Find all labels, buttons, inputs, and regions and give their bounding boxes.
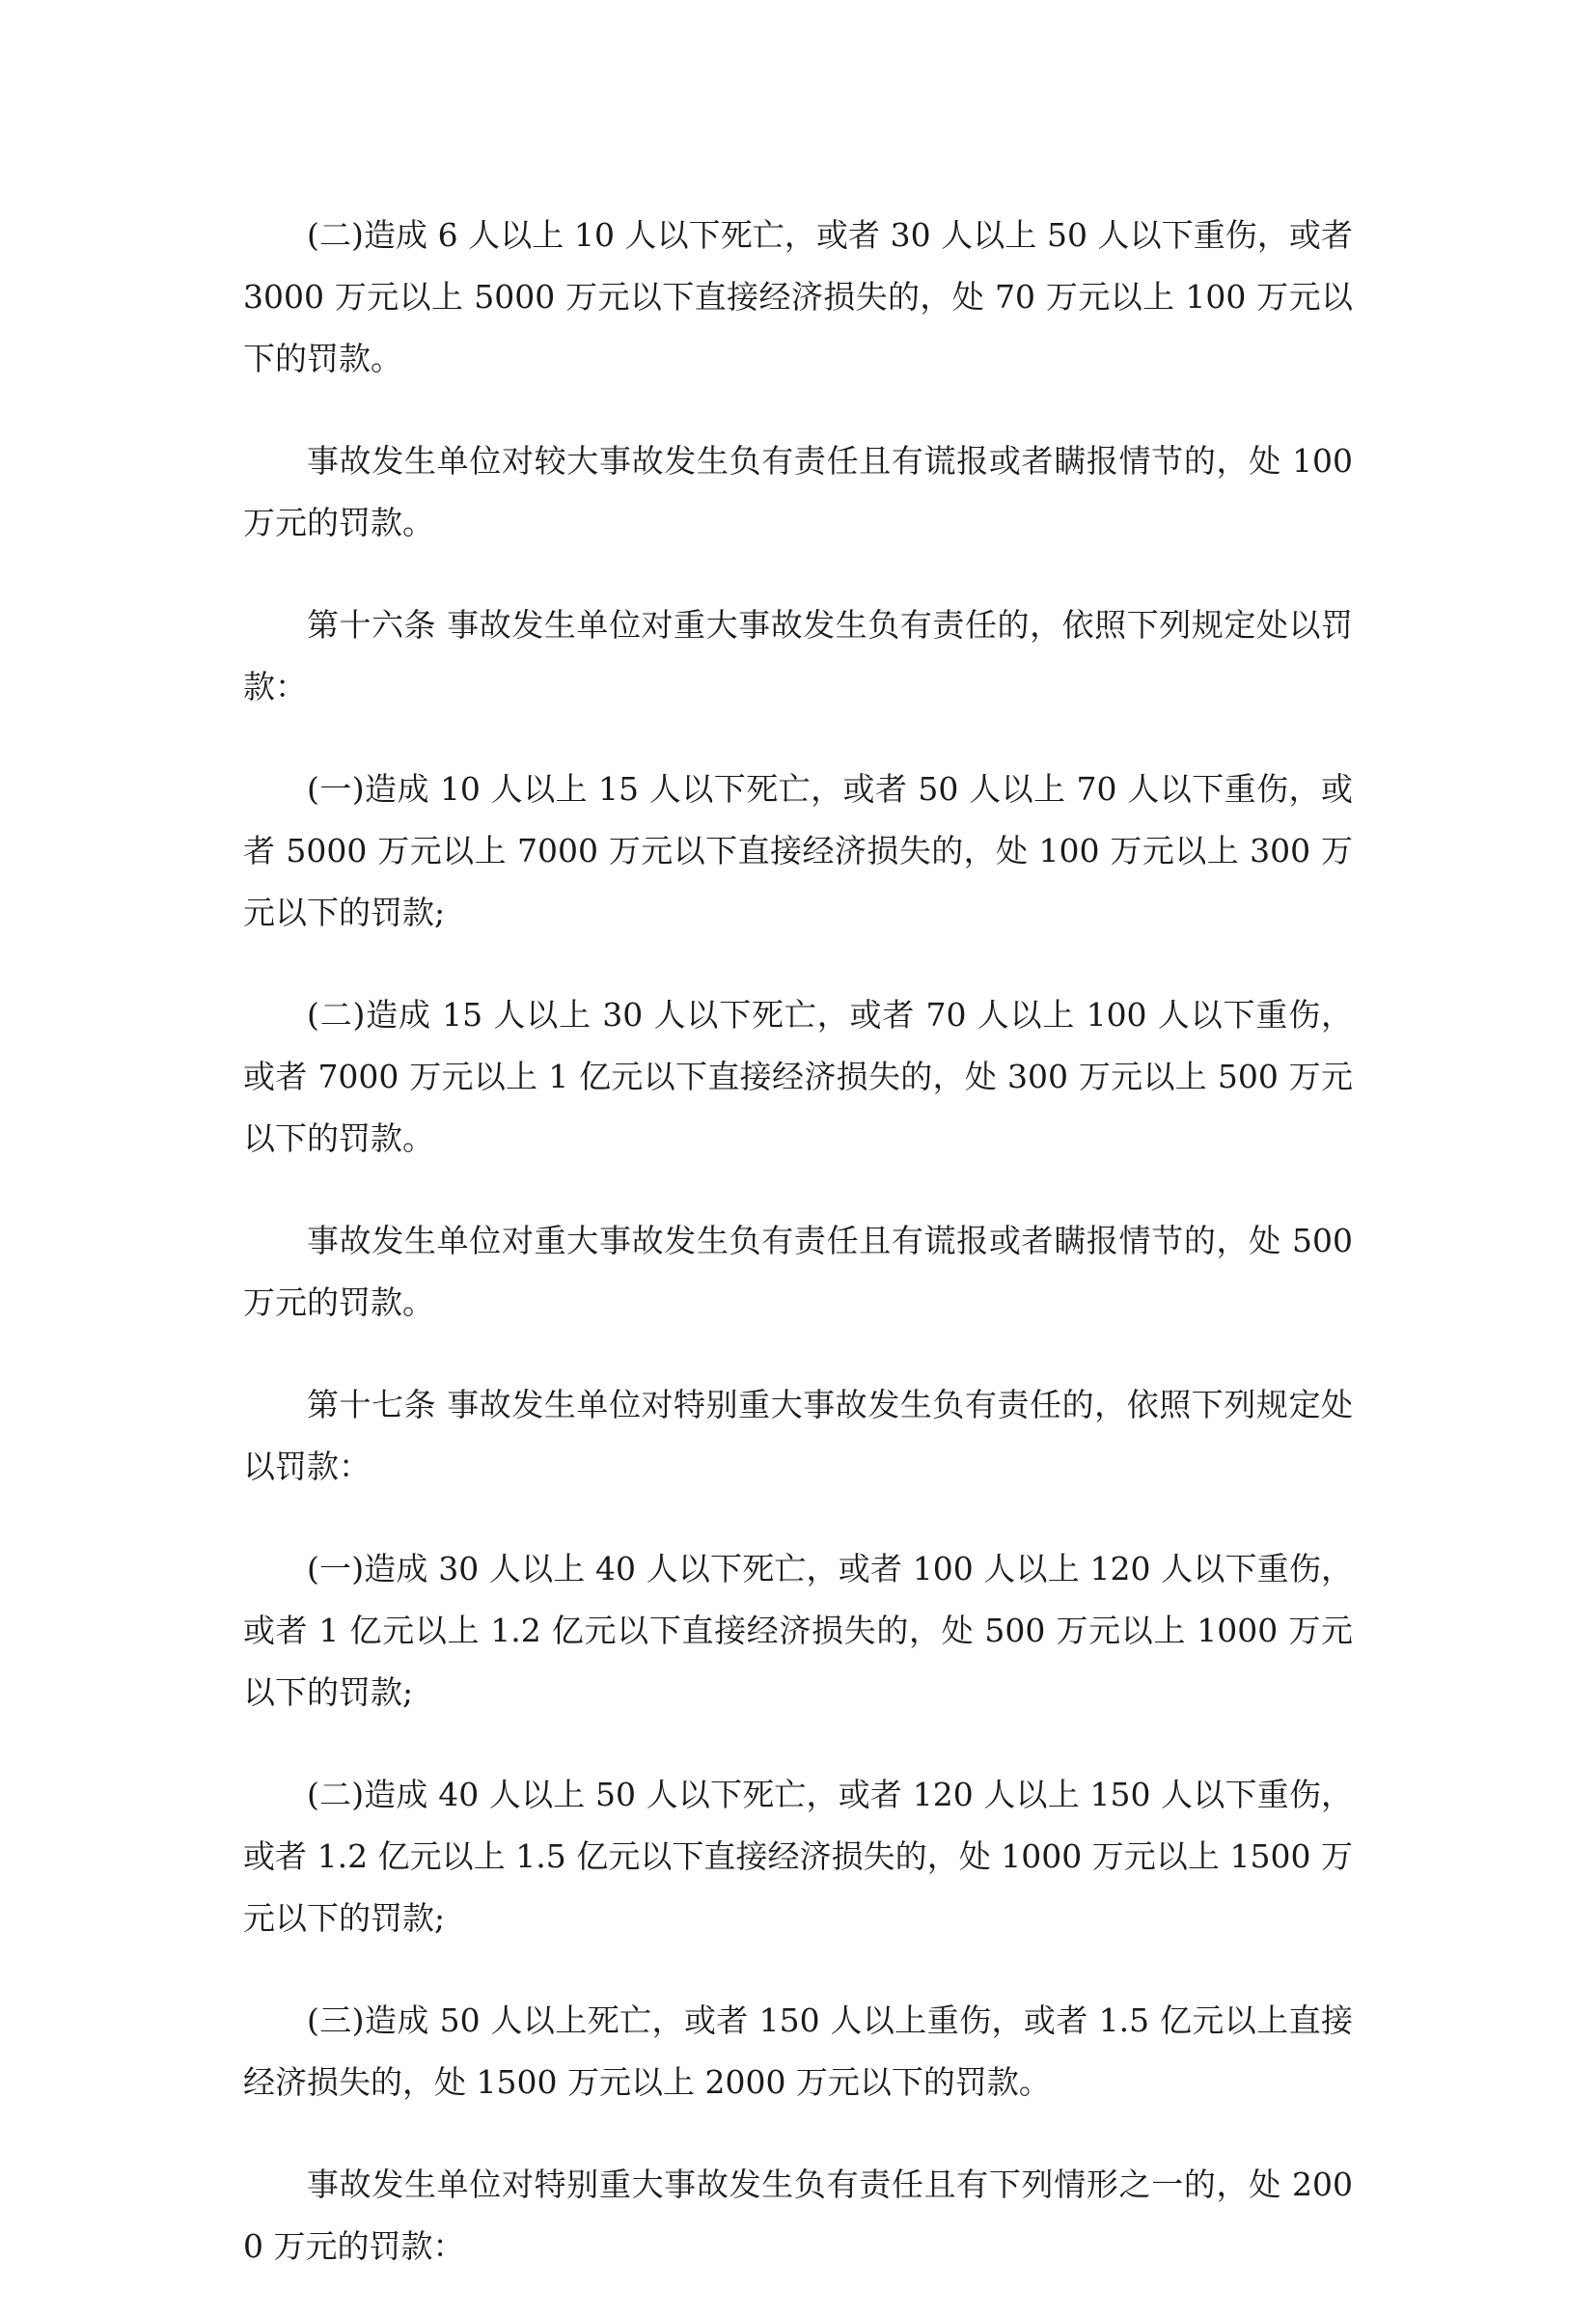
paragraph-article-17-item-3: (三)造成 50 人以上死亡，或者 150 人以上重伤，或者 1.5 亿元以上直接经济损失的，处 1500 万元以上 2000 万元以下的罚款。 — [243, 2001, 1353, 2101]
paragraph-article-16-item-2: (二)造成 15 人以上 30 人以下死亡，或者 70 人以上 100 人以下重伤，或者 7000 万元以上 1 亿元以下直接经济损失的，处 300 万元以上 500 万元以下的罚款。 — [243, 996, 1353, 1157]
paragraph-item-2-casualty-tier: (二)造成 6 人以上 10 人以下死亡，或者 30 人以上 50 人以下重伤，或者 3000 万元以上 5000 万元以下直接经济损失的，处 70 万元以上 100 万元以下的罚款。 — [243, 216, 1353, 377]
paragraph-article-17-item-1: (一)造成 30 人以上 40 人以下死亡，或者 100 人以上 120 人以下重伤，或者 1 亿元以上 1.2 亿元以下直接经济损失的，处 500 万元以上 1000 万元以下的罚款; — [243, 1550, 1353, 1711]
paragraph-extraordinary-accident-aggravating: 事故发生单位对特别重大事故发生负有责任且有下列情形之一的，处 2000 万元的罚款： — [243, 2166, 1353, 2265]
paragraph-larger-accident-false-report: 事故发生单位对较大事故发生负有责任且有谎报或者瞒报情节的，处 100 万元的罚款。 — [243, 442, 1353, 541]
paragraph-article-17: 第十七条 事故发生单位对特别重大事故发生负有责任的，依照下列规定处以罚款： — [243, 1386, 1353, 1485]
paragraph-article-16-item-1: (一)造成 10 人以上 15 人以下死亡，或者 50 人以上 70 人以下重伤，或者 5000 万元以上 7000 万元以下直接经济损失的，处 100 万元以上 300 万元以下的罚款; — [243, 770, 1353, 931]
paragraph-article-17-item-2: (二)造成 40 人以上 50 人以下死亡，或者 120 人以上 150 人以下重伤，或者 1.2 亿元以上 1.5 亿元以下直接经济损失的，处 1000 万元以上 1500 万元以下的罚款; — [243, 1776, 1353, 1937]
paragraph-article-16: 第十六条 事故发生单位对重大事故发生负有责任的，依照下列规定处以罚款： — [243, 606, 1353, 705]
document-body — [243, 205, 1353, 2318]
paragraph-major-accident-false-report: 事故发生单位对重大事故发生负有责任且有谎报或者瞒报情节的，处 500 万元的罚款。 — [243, 1222, 1353, 1321]
